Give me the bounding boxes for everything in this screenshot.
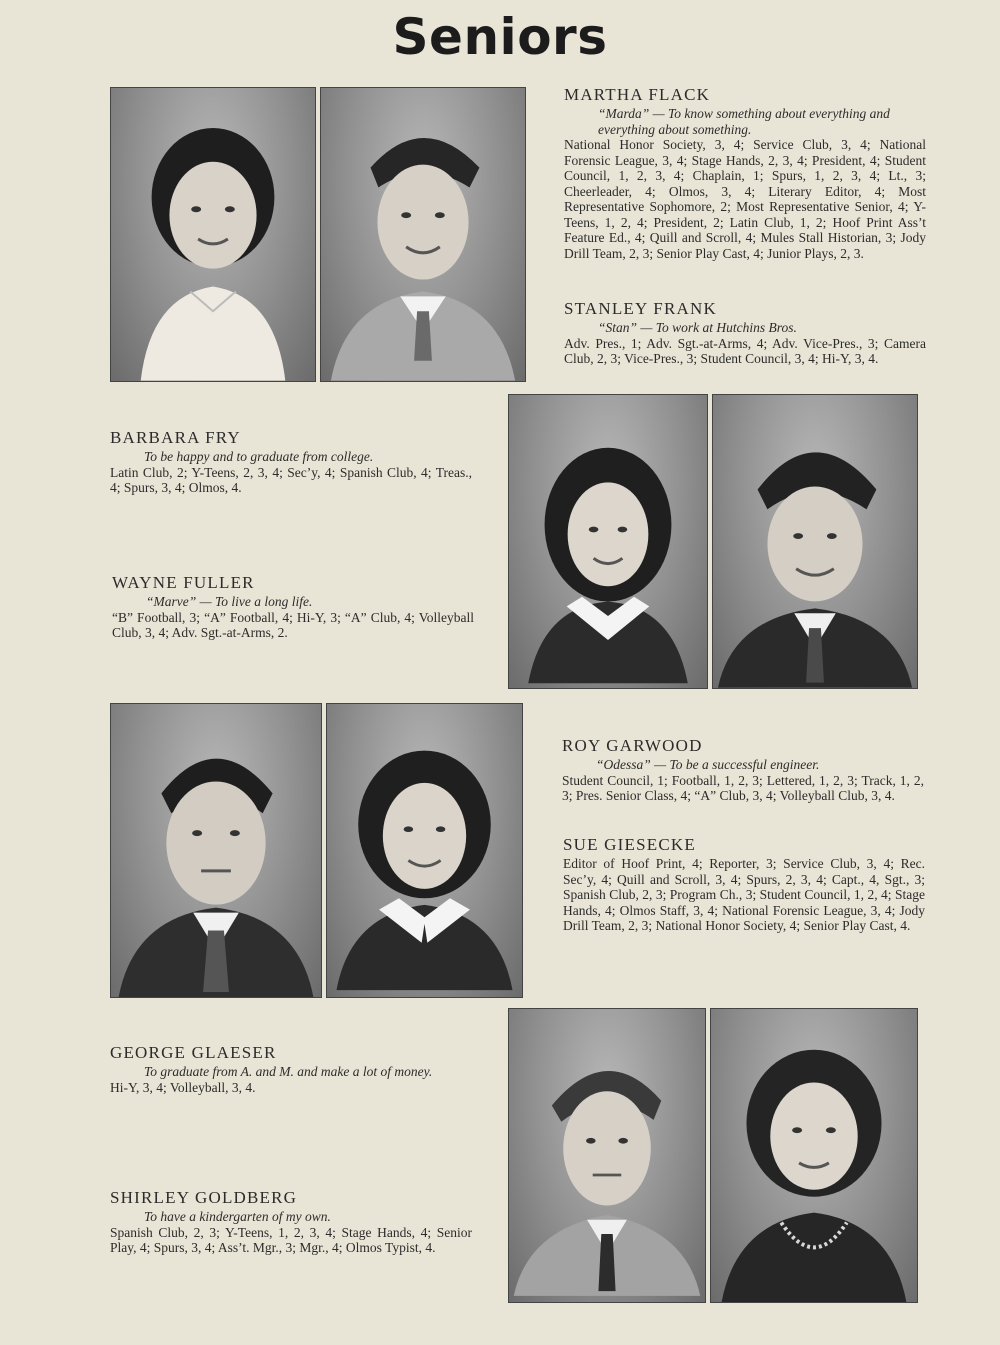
portrait-wayne-fuller — [712, 394, 918, 689]
student-quote: To be happy and to graduate from college. — [144, 449, 374, 464]
student-activities: Adv. Pres., 1; Adv. Sgt.-at-Arms, 4; Adv. Vice-Pres., 3; Camera Club, 2, 3; Vice-Pres., 3; Student Council, 3, 4; Hi-Y, 3, 4. — [564, 335, 926, 366]
student-activities: National Honor Society, 3, 4; Service Club, 3, 4; National Forensic League, 3, 4; Stage Hands, 2, 3, 4; President, 4; Student Council, 1, 2, 3, 4; Chaplain, 1; Spurs, 1, 2, 3, 4; Lt., 3; Cheerleader, 4; Olmos, 3, 4; Literary Editor, 4; Most Representative Sophomore, 2; Most Representative Senior, 4; Y-Teens, 1, 2, 4; President, 2; Latin Club, 1, 2; Hoof Print Ass’t Feature Ed., 4; Quill and Scroll, 4; Mules Stall Historian, 3; Jody Drill Team, 2, 3; Senior Play Cast, 4; Junior Plays, 2, 3. — [564, 137, 926, 261]
student-name: ROY GARWOOD — [562, 736, 703, 755]
portrait-martha-flack — [110, 87, 316, 382]
bio-martha-flack — [564, 85, 926, 261]
portrait-illustration — [509, 1009, 705, 1302]
bio-wayne-fuller — [112, 573, 474, 641]
student-activities: Latin Club, 2; Y-Teens, 2, 3, 4; Sec’y, 4; Spanish Club, 4; Treas., 4; Spurs, 3, 4; Olmos, 4. — [110, 464, 472, 495]
bio-sue-giesecke — [563, 835, 925, 934]
student-name: MARTHA FLACK — [564, 85, 711, 104]
student-name: WAYNE FULLER — [112, 573, 255, 592]
page-title: Seniors — [392, 8, 608, 66]
portrait-illustration — [111, 88, 315, 381]
portrait-illustration — [111, 704, 321, 997]
student-name: SHIRLEY GOLDBERG — [110, 1188, 298, 1207]
student-activities: “B” Football, 3; “A” Football, 4; Hi-Y, 3; “A” Club, 4; Volleyball Club, 3, 4; Adv. Sgt.-at-Arms, 2. — [112, 609, 474, 640]
student-quote: “Stan” — To work at Hutchins Bros. — [598, 320, 797, 335]
portrait-illustration — [713, 395, 917, 688]
student-quote: “Marda” — To know something about everything and everything about something. — [598, 106, 890, 137]
portrait-shirley-goldberg — [710, 1008, 918, 1303]
photo-pair-fry-fuller — [508, 394, 918, 689]
portrait-barbara-fry — [508, 394, 708, 689]
bio-shirley-goldberg — [110, 1188, 472, 1256]
student-name: GEORGE GLAESER — [110, 1043, 277, 1062]
student-name: SUE GIESECKE — [563, 835, 696, 854]
student-activities: Student Council, 1; Football, 1, 2, 3; Lettered, 1, 2, 3; Track, 1, 2, 3; Pres. Senior Class, 4; “A” Club, 3, 4; Volleyball Club, 3, 4. — [562, 772, 924, 803]
bio-roy-garwood — [562, 736, 924, 804]
photo-pair-garwood-giesecke — [110, 703, 523, 998]
bio-barbara-fry — [110, 428, 472, 496]
photo-pair-flack-frank — [110, 87, 526, 382]
portrait-illustration — [711, 1009, 917, 1302]
portrait-stanley-frank — [320, 87, 526, 382]
bio-george-glaeser — [110, 1043, 472, 1095]
portrait-roy-garwood — [110, 703, 322, 998]
student-quote: To have a kindergarten of my own. — [144, 1209, 331, 1224]
photo-pair-glaeser-goldberg — [508, 1008, 918, 1303]
student-activities: Hi-Y, 3, 4; Volleyball, 3, 4. — [110, 1079, 256, 1095]
student-quote: “Marve” — To live a long life. — [146, 594, 313, 609]
portrait-illustration — [509, 395, 707, 688]
student-quote: “Odessa” — To be a successful engineer. — [596, 757, 820, 772]
student-name: STANLEY FRANK — [564, 299, 717, 318]
portrait-illustration — [327, 704, 522, 997]
portrait-george-glaeser — [508, 1008, 706, 1303]
portrait-illustration — [321, 88, 525, 381]
bio-stanley-frank — [564, 299, 926, 367]
student-activities: Spanish Club, 2, 3; Y-Teens, 1, 2, 3, 4; Stage Hands, 4; Senior Play, 4; Spurs, 3, 4; Ass’t. Mgr., 3; Mgr., 4; Olmos Typist, 4. — [110, 1224, 472, 1255]
student-quote: To graduate from A. and M. and make a lot of money. — [144, 1064, 433, 1079]
portrait-sue-giesecke — [326, 703, 523, 998]
student-activities: Editor of Hoof Print, 4; Reporter, 3; Service Club, 3, 4; Rec. Sec’y, 4; Quill and Scroll, 3, 4; Spurs, 2, 3, 4; Capt., 4, Sgt., 3; Spanish Club, 2, 3; Program Ch., 3; Student Council, 1, 2, 4; Stage Hands, 4; Olmos Staff, 3, 4; National Forensic League, 3, 4; Jody Drill Team, 2, 3; National Honor Society, 4; Senior Play Cast, 4. — [563, 856, 925, 933]
student-name: BARBARA FRY — [110, 428, 241, 447]
